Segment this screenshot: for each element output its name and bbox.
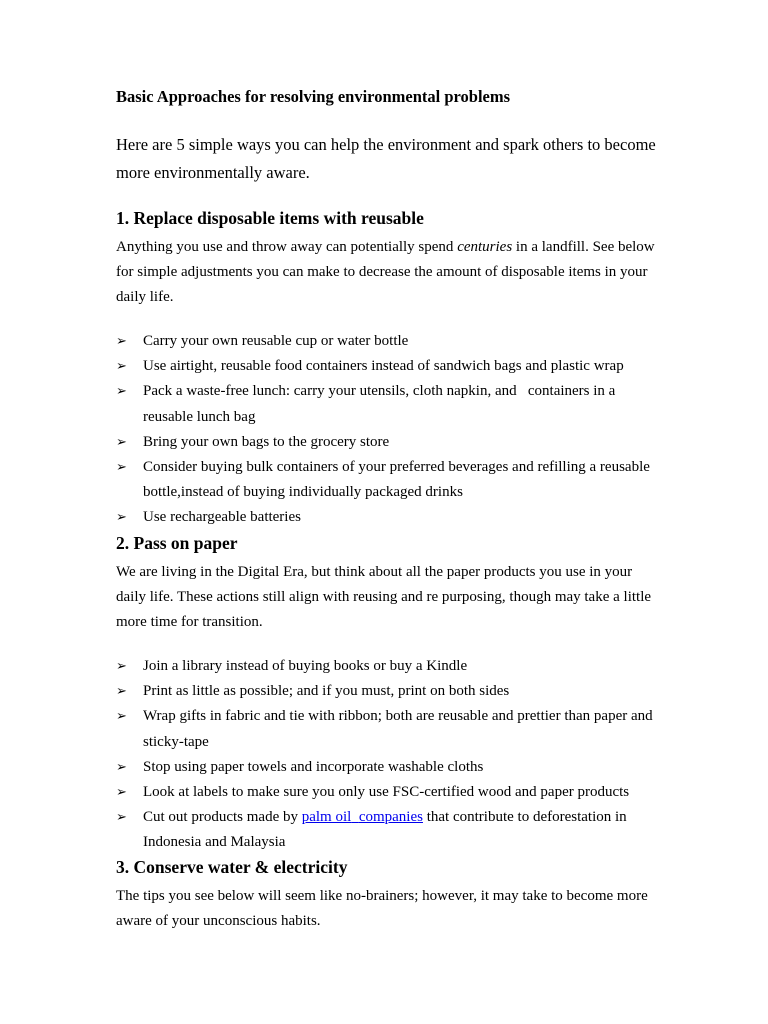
- list-item: [116, 679, 656, 704]
- section-1-para-text-b: in a landfill. See below for simple adjustments you can make to decrease the amount of disposable items in your daily life.: [116, 239, 655, 306]
- section-1-para-text-a: Anything you use and throw away can potentially spend: [116, 239, 458, 255]
- list-item-text: Wrap gifts in fabric and tie with ribbon; both are reusable and prettier than paper and sticky-tape: [143, 708, 653, 750]
- arrowhead-bullet-icon: ➢: [116, 759, 127, 775]
- list-item-text: Consider buying bulk containers of your preferred beverages and refilling a reusable bottle,instead of buying individually packaged drinks: [143, 459, 650, 501]
- list-item: [116, 329, 656, 354]
- arrowhead-bullet-icon: ➢: [116, 659, 127, 674]
- section-3-paragraph: The tips you see below will seem like no-brainers; however, it may take to become more aware of your unconscious habits.: [116, 888, 648, 930]
- list-item-text: Look at labels to make sure you only use FSC-certified wood and paper products: [143, 784, 630, 801]
- document-title: Basic Approaches for resolving environmental problems: [116, 87, 511, 106]
- section-1-para-emphasis: centuries: [457, 239, 513, 255]
- arrowhead-bullet-icon: ➢: [116, 434, 127, 450]
- palm-oil-companies-link[interactable]: [302, 809, 423, 825]
- list-item: [116, 354, 656, 379]
- section-2-bullet-list: [116, 654, 656, 856]
- list-item-text: Carry your own reusable cup or water bottle: [143, 333, 409, 349]
- list-item: [116, 704, 656, 754]
- intro-paragraph: Here are 5 simple ways you can help the environment and spark others to become more environmentally aware.: [116, 135, 656, 182]
- list-item-text: Use airtight, reusable food containers instead of sandwich bags and plastic wrap: [143, 358, 624, 375]
- list-item: [116, 505, 656, 530]
- list-item: [116, 654, 656, 679]
- section-1-heading: 1. Replace disposable items with reusable: [116, 208, 424, 228]
- list-item-text: Print as little as possible; and if you must, print on both sides: [143, 683, 510, 700]
- link-text-gap: [351, 809, 359, 825]
- list-item: [116, 455, 656, 505]
- list-item-text-after-link: that contribute to deforestation in Indonesia and Malaysia: [143, 809, 627, 851]
- arrowhead-bullet-icon: ➢: [116, 510, 127, 526]
- link-text-part-2: companies: [358, 809, 423, 826]
- arrowhead-bullet-icon: ➢: [116, 810, 127, 826]
- list-item: [116, 379, 656, 429]
- list-item: [116, 805, 656, 855]
- link-text-part-1: palm oil: [301, 809, 352, 826]
- section-1-paragraph: [116, 235, 656, 311]
- arrowhead-bullet-icon: ➢: [116, 709, 127, 725]
- arrowhead-bullet-icon: ➢: [116, 460, 127, 476]
- list-item-text: Stop using paper towels and incorporate washable cloths: [143, 758, 484, 775]
- list-item: [116, 430, 656, 455]
- list-item: [116, 755, 656, 780]
- section-2-heading: 2. Pass on paper: [116, 533, 238, 553]
- section-1-bullet-list: [116, 329, 656, 531]
- arrowhead-bullet-icon: ➢: [116, 334, 127, 349]
- arrowhead-bullet-icon: ➢: [116, 785, 127, 801]
- section-2-paragraph: We are living in the Digital Era, but think about all the paper products you use in your daily life. These actions still align with reusing and re purposing, though may take a little more time for transition.: [116, 564, 652, 631]
- list-item-text: Join a library instead of buying books or buy a Kindle: [143, 658, 468, 674]
- list-item-text: Use rechargeable batteries: [143, 509, 301, 526]
- list-item: [116, 780, 656, 805]
- list-item-text: Bring your own bags to the grocery store: [143, 433, 390, 450]
- list-item-text: Pack a waste-free lunch: carry your utensils, cloth napkin, and containers in a reusable lunch bag: [143, 383, 620, 425]
- arrowhead-bullet-icon: ➢: [116, 359, 127, 375]
- list-item-text-before-link: Cut out products made by: [143, 809, 302, 826]
- arrowhead-bullet-icon: ➢: [116, 384, 127, 400]
- arrowhead-bullet-icon: ➢: [116, 684, 127, 700]
- section-3-heading: 3. Conserve water & electricity: [116, 857, 348, 877]
